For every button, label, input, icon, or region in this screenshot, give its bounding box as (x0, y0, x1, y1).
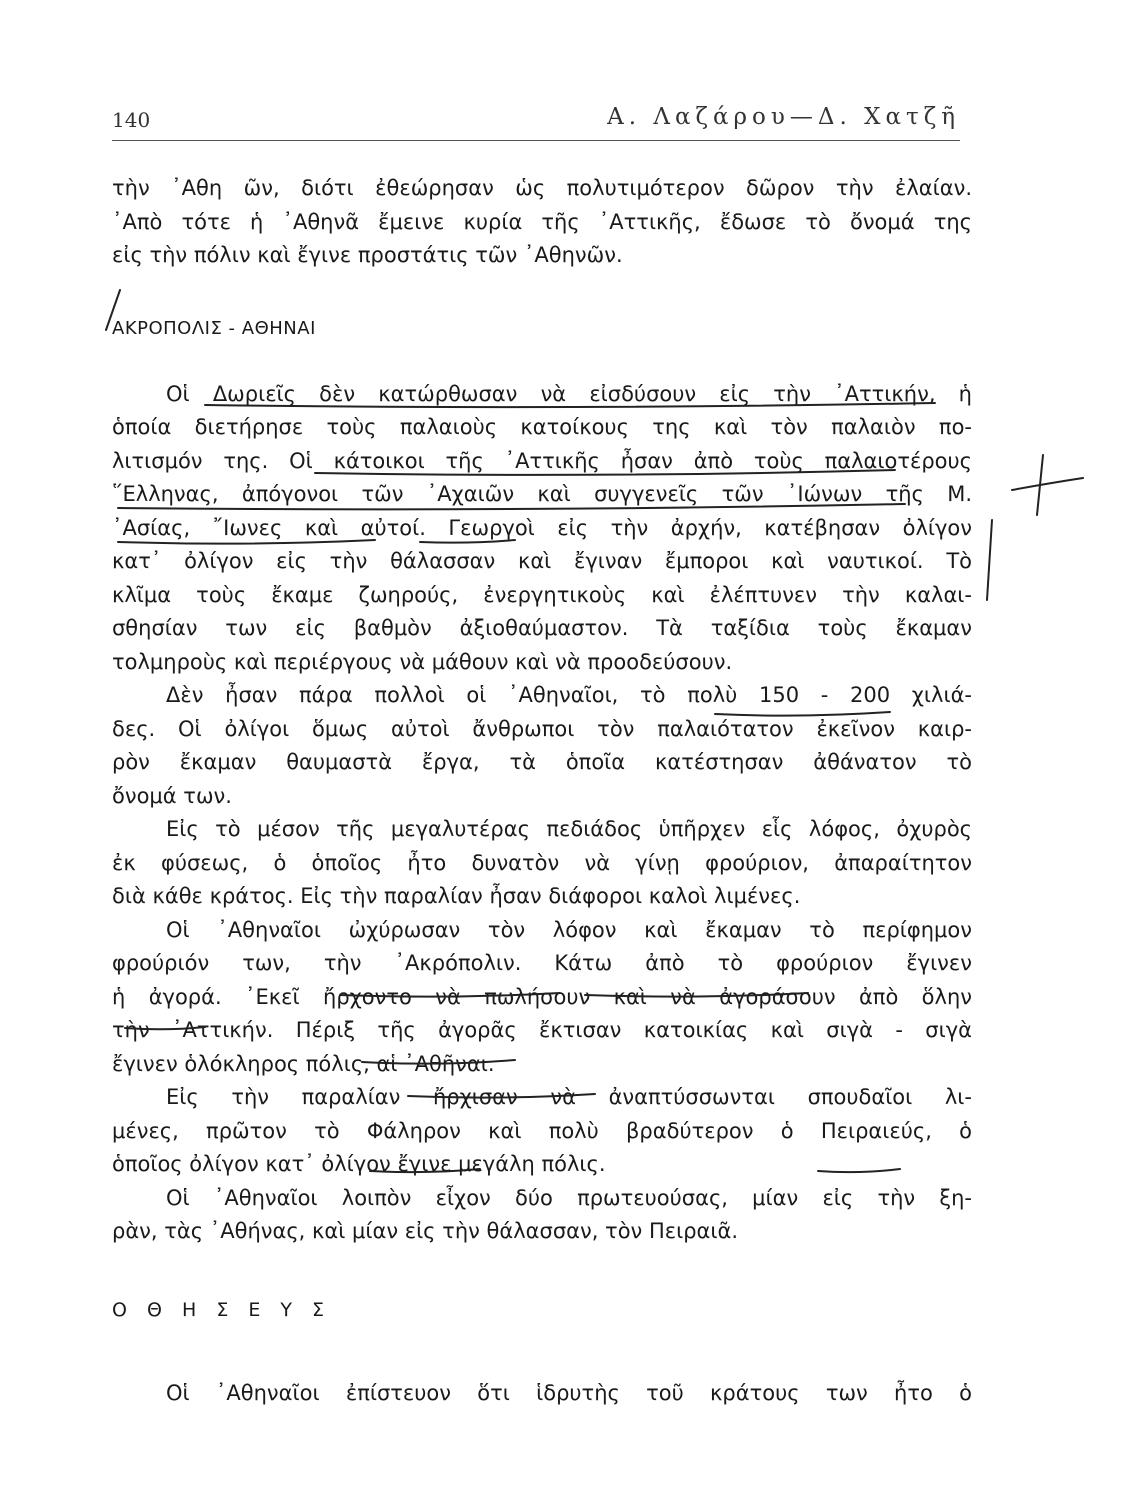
text-line: σθησίαν των εἰς βαθμὸν ἀξιοθαύμαστον. Τὰ ταξίδια τοὺς ἔκαμαν (112, 616, 972, 640)
text-line: Δὲν ἦσαν πάρα πολλοὶ οἱ ᾽Αθηναῖοι, τὸ πολὺ 150 - 200 χιλιά- (166, 683, 972, 707)
text-line: ᾽Απὸ τότε ἡ ᾽Αθηνᾶ ἔμεινε κυρία τῆς ᾽Αττικῆς, ἔδωσε τὸ ὄνομά της (112, 209, 972, 234)
text-line: εἰς τὴν πόλιν καὶ ἔγινε προστάτις τῶν ᾽Αθηνῶν. (112, 243, 623, 267)
text-line: ὁποία διετήρησε τοὺς παλαιοὺς κατοίκους της καὶ τὸν παλαιὸν πο- (112, 415, 972, 439)
text-line: ρὸν ἔκαμαν θαυμαστὰ ἔργα, τὰ ὁποῖα κατέστησαν ἀθάνατον τὸ (112, 750, 972, 774)
text-line: ἡ ἀγορά. ᾽Εκεῖ ἤρχοντο νὰ πωλήσουν καὶ νὰ ἀγοράσουν ἀπὸ ὅλην (112, 984, 972, 1009)
text-line: κατ᾽ ὀλίγον εἰς τὴν θάλασσαν καὶ ἔγιναν ἔμποροι καὶ ναυτικοί. Τὸ (112, 549, 972, 573)
text-line: ῞Ελληνας, ἀπόγονοι τῶν ᾽Αχαιῶν καὶ συγγενεῖς τῶν ᾽Ιώνων τῆς Μ. (112, 482, 972, 506)
text-line: δες. Οἱ ὀλίγοι ὅμως αὐτοὶ ἄνθρωποι τὸν παλαιότατον ἐκεῖνον καιρ- (112, 716, 972, 741)
page-number: 140 (112, 108, 151, 132)
text-line: τολμηροὺς καὶ περιέργους νὰ μάθουν καὶ νὰ προοδεύσουν. (112, 649, 733, 674)
text-line: τὴν ᾽Αθη ῶν, διότι ἐθεώρησαν ὡς πολυτιμότερον δῶρον τὴν ἐλαίαν. (112, 176, 972, 200)
pen-margin-line (987, 520, 992, 600)
text-line: ἔγινεν ὁλόκληρος πόλις, αἱ ᾽Αθῆναι. (112, 1051, 495, 1076)
text-line: διὰ κάθε κράτος. Εἰς τὴν παραλίαν ἦσαν διάφοροι καλοὶ λιμένες. (112, 884, 801, 908)
text-line: Οἱ Δωριεῖς δὲν κατώρθωσαν νὰ εἰσδύσουν εἰς τὴν ᾽Αττικήν, ἡ (166, 381, 972, 406)
pen-cross-bar (1012, 478, 1083, 490)
page-header (112, 100, 960, 141)
pen-cross-mark (1037, 455, 1043, 515)
text-line: τὴν ᾽Αττικήν. Πέριξ τῆς ἀγορᾶς ἔκτισαν κατοικίας καὶ σιγὰ - σιγὰ (112, 1018, 972, 1042)
text-line: ἐκ φύσεως, ὁ ὁποῖος ἦτο δυνατὸν νὰ γίνῃ φρούριον, ἀπαραίτητον (112, 850, 972, 875)
text-line: ὁποῖος ὀλίγον κατ᾽ ὀλίγον ἔγινε μεγάλη πόλις. (112, 1152, 606, 1176)
text-line: ὄνομά των. (112, 783, 232, 808)
text-line: μένες, πρῶτον τὸ Φάληρον καὶ πολὺ βραδύτερον ὁ Πειραιεύς, ὁ (112, 1118, 972, 1143)
text-line: Εἰς τὸ μέσον τῆς μεγαλυτέρας πεδιάδος ὑπῆρχεν εἷς λόφος, ὀχυρὸς (166, 817, 972, 841)
page-body (112, 172, 972, 1410)
section-heading-theseus: Ο Θ Η Σ Ε Υ Σ (112, 1298, 332, 1321)
text-line: Οἱ ᾽Αθηναῖοι λοιπὸν εἶχον δύο πρωτευούσας, μίαν εἰς τὴν ξη- (166, 1185, 972, 1210)
text-line: κλῖμα τοὺς ἔκαμε ζωηρούς, ἐνεργητικοὺς καὶ ἐλέπτυνεν τὴν καλαι- (112, 582, 972, 607)
running-head: Α. Λαζάρου—Δ. Χατζῆ (607, 104, 960, 130)
text-line: ρὰν, τὰς ᾽Αθήνας, καὶ μίαν εἰς τὴν θάλασσαν, τὸν Πειραιᾶ. (112, 1219, 738, 1243)
text-line: ᾽Ασίας, ῎Ιωνες καὶ αὐτοί. Γεωργοὶ εἰς τὴν ἀρχήν, κατέβησαν ὀλίγον (112, 515, 972, 540)
section-heading-akropolis: ΑΚΡΟΠΟΛΙΣ - ΑΘΗΝΑΙ (112, 317, 316, 339)
text-line: Εἰς τὴν παραλίαν ἤρχισαν νὰ ἀναπτύσσωνται σπουδαῖοι λι- (166, 1085, 972, 1109)
text-line: φρούριόν των, τὴν ᾽Ακρόπολιν. Κάτω ἀπὸ τὸ φρούριον ἔγινεν (112, 951, 972, 975)
text-line: Οἱ ᾽Αθηναῖοι ἐπίστευον ὅτι ἱδρυτὴς τοῦ κράτους των ἦτο ὁ (166, 1380, 972, 1405)
text-line: λιτισμόν της. Οἱ κάτοικοι τῆς ᾽Αττικῆς ἦσαν ἀπὸ τοὺς παλαιοτέρους (112, 448, 972, 473)
text-line: Οἱ ᾽Αθηναῖοι ὠχύρωσαν τὸν λόφον καὶ ἔκαμαν τὸ περίφημον (166, 917, 972, 942)
